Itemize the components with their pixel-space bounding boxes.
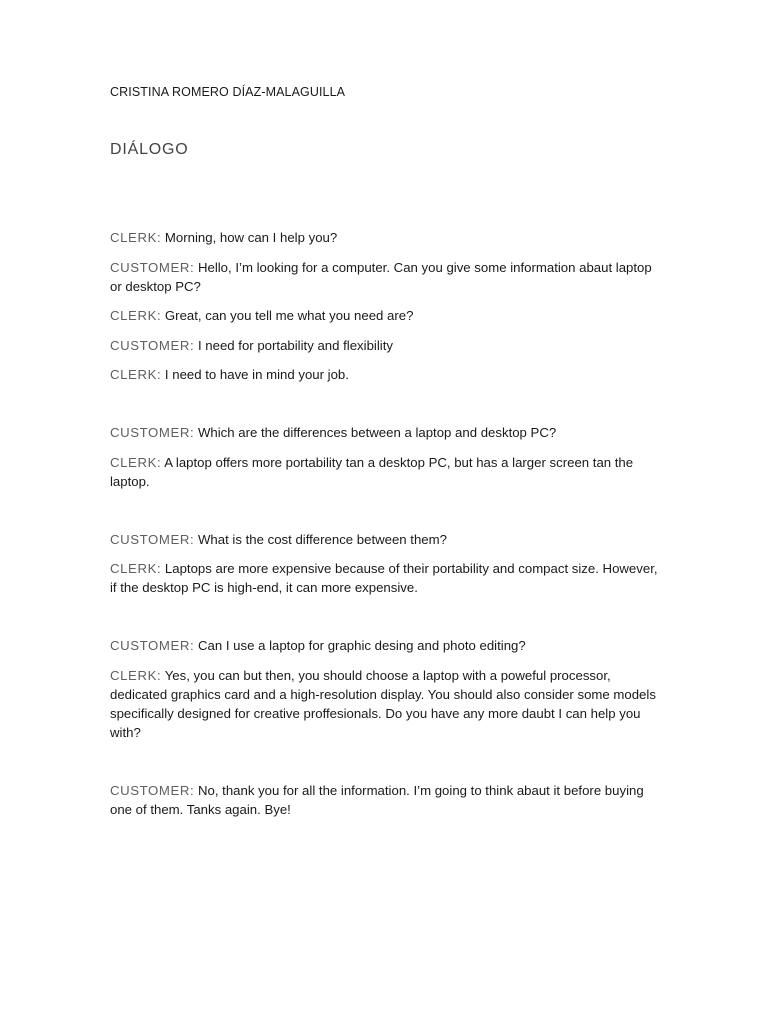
dialogue-turn	[110, 336, 658, 355]
turn-text: What is the cost difference between them?	[197, 531, 447, 547]
dialogue-turn	[110, 636, 658, 655]
turn-text: No, thank you for all the information. I’m going to think abaut it before buying one of them. Tanks again. Bye!	[110, 782, 644, 817]
dialogue-turn	[110, 258, 658, 296]
speaker-label: CUSTOMER:	[110, 425, 195, 440]
speaker-label: CLERK:	[110, 230, 162, 245]
document-title: DIÁLOGO	[110, 141, 189, 158]
turn-text: Which are the differences between a laptop and desktop PC?	[197, 425, 557, 440]
dialogue-turn	[110, 453, 658, 491]
dialogue-turn	[110, 365, 658, 384]
dialogue-turn	[110, 781, 658, 819]
dialogue	[110, 228, 658, 829]
turn-text: Hello, I’m looking for a computer. Can you give some information abaut laptop or desktop PC?	[110, 259, 652, 294]
speaker-label: CLERK:	[110, 367, 162, 382]
turn-text: A laptop offers more portability tan a desktop PC, but has a larger screen tan the laptop.	[110, 454, 634, 489]
dialogue-turn	[110, 423, 658, 442]
speaker-label: CLERK:	[110, 454, 162, 470]
turn-text: I need for portability and flexibility	[197, 337, 393, 353]
speaker-label: CUSTOMER:	[110, 638, 195, 653]
speaker-label: CLERK:	[110, 561, 162, 576]
dialogue-turn	[110, 530, 658, 549]
author-name: CRISTINA ROMERO DÍAZ-MALAGUILLA	[110, 85, 346, 99]
dialogue-turn	[110, 306, 658, 325]
turn-text: Morning, how can I help you?	[164, 230, 338, 245]
speaker-label: CUSTOMER:	[110, 259, 195, 275]
speaker-label: CUSTOMER:	[110, 531, 195, 547]
turn-text: Yes, you can but then, you should choose a laptop with a poweful processor, dedicated graphics card and a high-resolution display. You should also consider some models specifically designed for creative proffesionals. Do you have any more daubt I can help you with?	[110, 667, 656, 740]
dialogue-turn	[110, 228, 658, 247]
dialogue-turn	[110, 666, 658, 742]
speaker-label: CUSTOMER:	[110, 782, 195, 798]
speaker-label: CLERK:	[110, 667, 162, 683]
turn-text: I need to have in mind your job.	[164, 367, 349, 382]
turn-text: Can I use a laptop for graphic desing and photo editing?	[197, 638, 526, 653]
turn-text: Great, can you tell me what you need are?	[164, 308, 414, 323]
speaker-label: CLERK:	[110, 308, 162, 323]
dialogue-turn	[110, 559, 658, 597]
turn-text: Laptops are more expensive because of their portability and compact size. However, if the desktop PC is high-end, it can more expensive.	[110, 561, 658, 595]
speaker-label: CUSTOMER:	[110, 337, 195, 353]
